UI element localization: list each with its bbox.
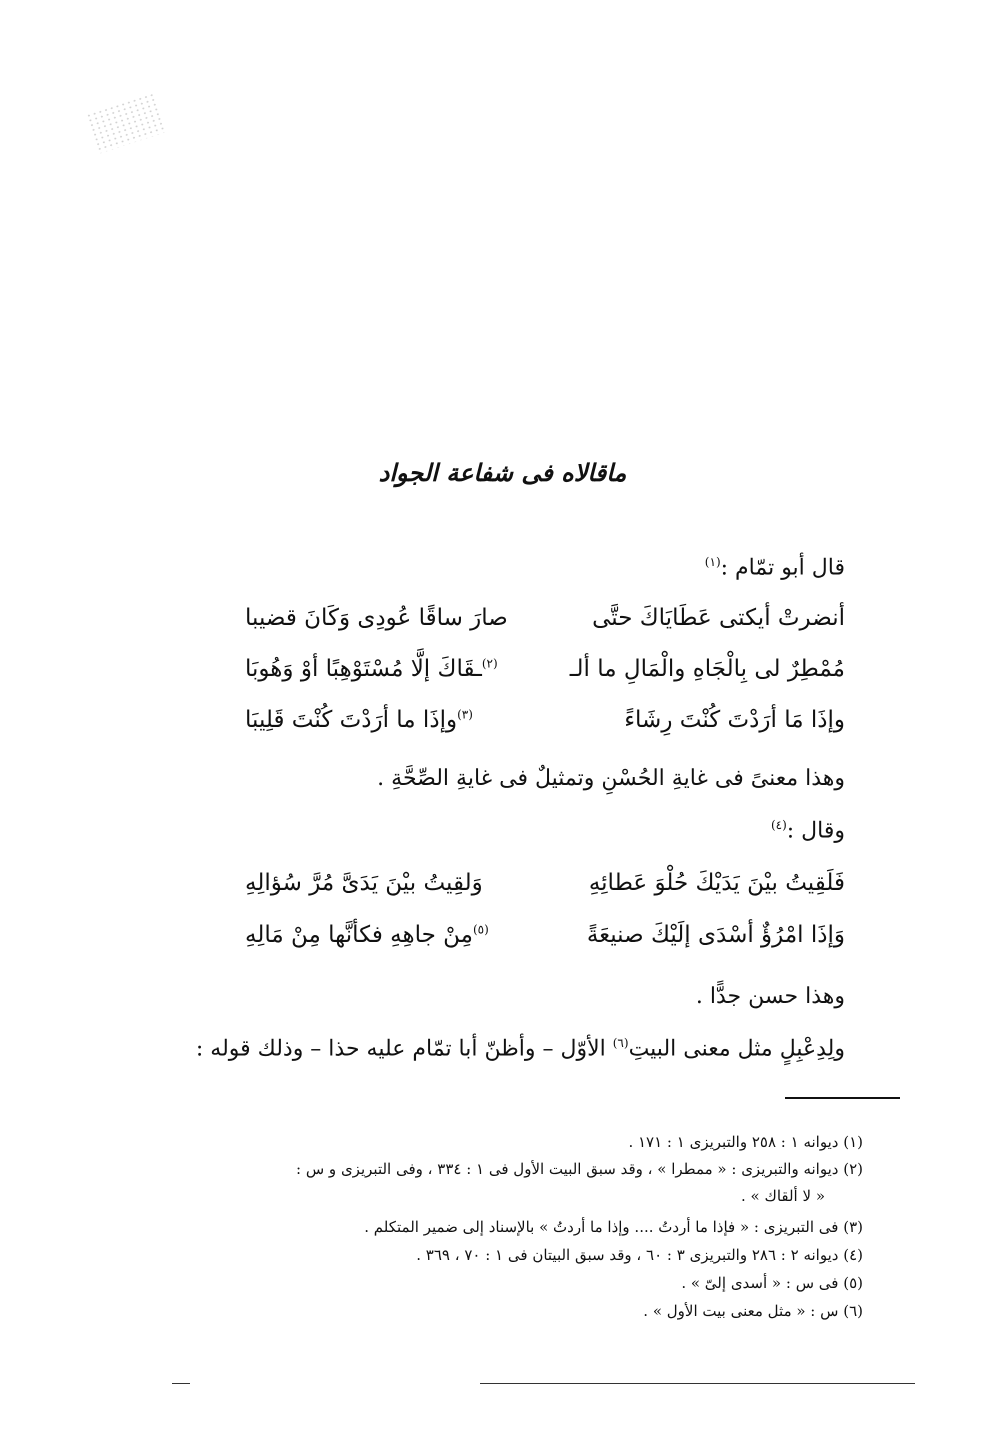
footnote-ref-6: (٦) (612, 1036, 629, 1050)
verse-row (245, 922, 845, 962)
verse-first-hemistich: مُمْطِرٌ لى بِالْجَاهِ والْمَالِ ما ألـ (569, 656, 845, 682)
footnote-ref-4: (٤) (770, 818, 787, 832)
verse-row (245, 707, 845, 747)
intro-text: قال أبو تمّام : (720, 555, 845, 581)
verse-row (245, 656, 845, 696)
footnote: (٥) فى س : « أسدى إلىّ » . (681, 1274, 863, 1292)
chapter-title: ماقالاه فى شفاعة الجواد (378, 458, 627, 487)
intro-line (705, 555, 845, 580)
verse-second-text: ـقَاكَ إلَّا مُسْتَوْهِبًا أوْ وَهُوبَا (245, 656, 482, 682)
said-line (771, 818, 845, 843)
footnote: (٢) ديوانه والتبريزى : « ممطرا » ، وقد سبق البيت الأول فى ١ : ٣٣٤ ، وفى التبريزى و س : (296, 1160, 863, 1178)
verse-second-hemistich: وَلقِيتُ بيْنَ يَدَىَّ مُرَّ سُؤالِهِ (245, 870, 483, 896)
comment-line: وهذا حسن جدًّا . (695, 984, 845, 1009)
footnote: (٤) ديوانه ٢ : ٢٨٦ والتبريزى ٣ : ٦٠ ، وقد سبق البيتان فى ١ : ٧٠ ، ٣٦٩ . (416, 1246, 863, 1264)
bottom-rule-left (172, 1383, 190, 1384)
footnote-ref-3: (٣) (457, 707, 473, 722)
verse-first-hemistich: وَإذَا امْرُؤٌ أسْدَى إلَيْكَ صنيعَةً (586, 922, 845, 948)
footnote: (٣) فى التبريزى : « فإذا ما أردتُ .... وإذا ما أردتُ » بالإسناد إلى ضمير المتكلم . (364, 1218, 863, 1236)
closing-line (196, 1036, 845, 1061)
verse-first-hemistich: أنضرتْ أيكتى عَطَايَاكَ حتَّى (592, 605, 845, 631)
footnote: (٦) س : « مثل معنى بيت الأول » . (643, 1302, 863, 1320)
comment-line: وهذا معنىً فى غايةِ الحُسْنِ وتمثيلٌ فى غايةِ الصِّحَّةِ . (377, 766, 845, 791)
verse-second-text: مِنْ جاهِهِ فكأنَّها مِنْ مَالِهِ (245, 922, 473, 948)
verse-second-text: وإذَا ما أرَدْتَ كُنْتَ قَلِيبَا (245, 707, 458, 733)
verse-first-hemistich: وإذَا مَا أرَدْتَ كُنْتَ رِشَاءً (624, 707, 845, 733)
said-text: وقال : (786, 818, 845, 844)
footnote: (١) ديوانه ١ : ٢٥٨ والتبريزى ١ : ١٧١ . (628, 1133, 863, 1151)
footnote-continuation: « لا ألقاك » . (740, 1187, 825, 1205)
verse-second-hemistich: صارَ ساقًا عُودِى وَكَانَ قضيبا (245, 605, 508, 631)
verse-row (245, 870, 845, 910)
footnote-ref-5: (٥) (472, 922, 489, 937)
footnote-ref-1: (١) (704, 555, 721, 569)
closing-text-start: ولِدِعْبِلٍ مثل معنى البيتِ (628, 1036, 845, 1062)
verse-second-hemistich (245, 922, 489, 948)
verse-row (245, 605, 845, 645)
footnote-separator (785, 1097, 900, 1099)
verse-second-hemistich (245, 707, 473, 733)
closing-text-end: الأوّل – وأظنّ أبا تمّام عليه حذا – وذلك قوله : (195, 1036, 606, 1062)
verse-first-hemistich: فَلَقِيتُ بيْنَ يَدَيْكَ حُلْوَ عَطائِهِ (588, 870, 845, 896)
bottom-rule-right (480, 1383, 915, 1384)
verse-second-hemistich (245, 656, 498, 682)
footnote-ref-2: (٢) (481, 656, 498, 671)
